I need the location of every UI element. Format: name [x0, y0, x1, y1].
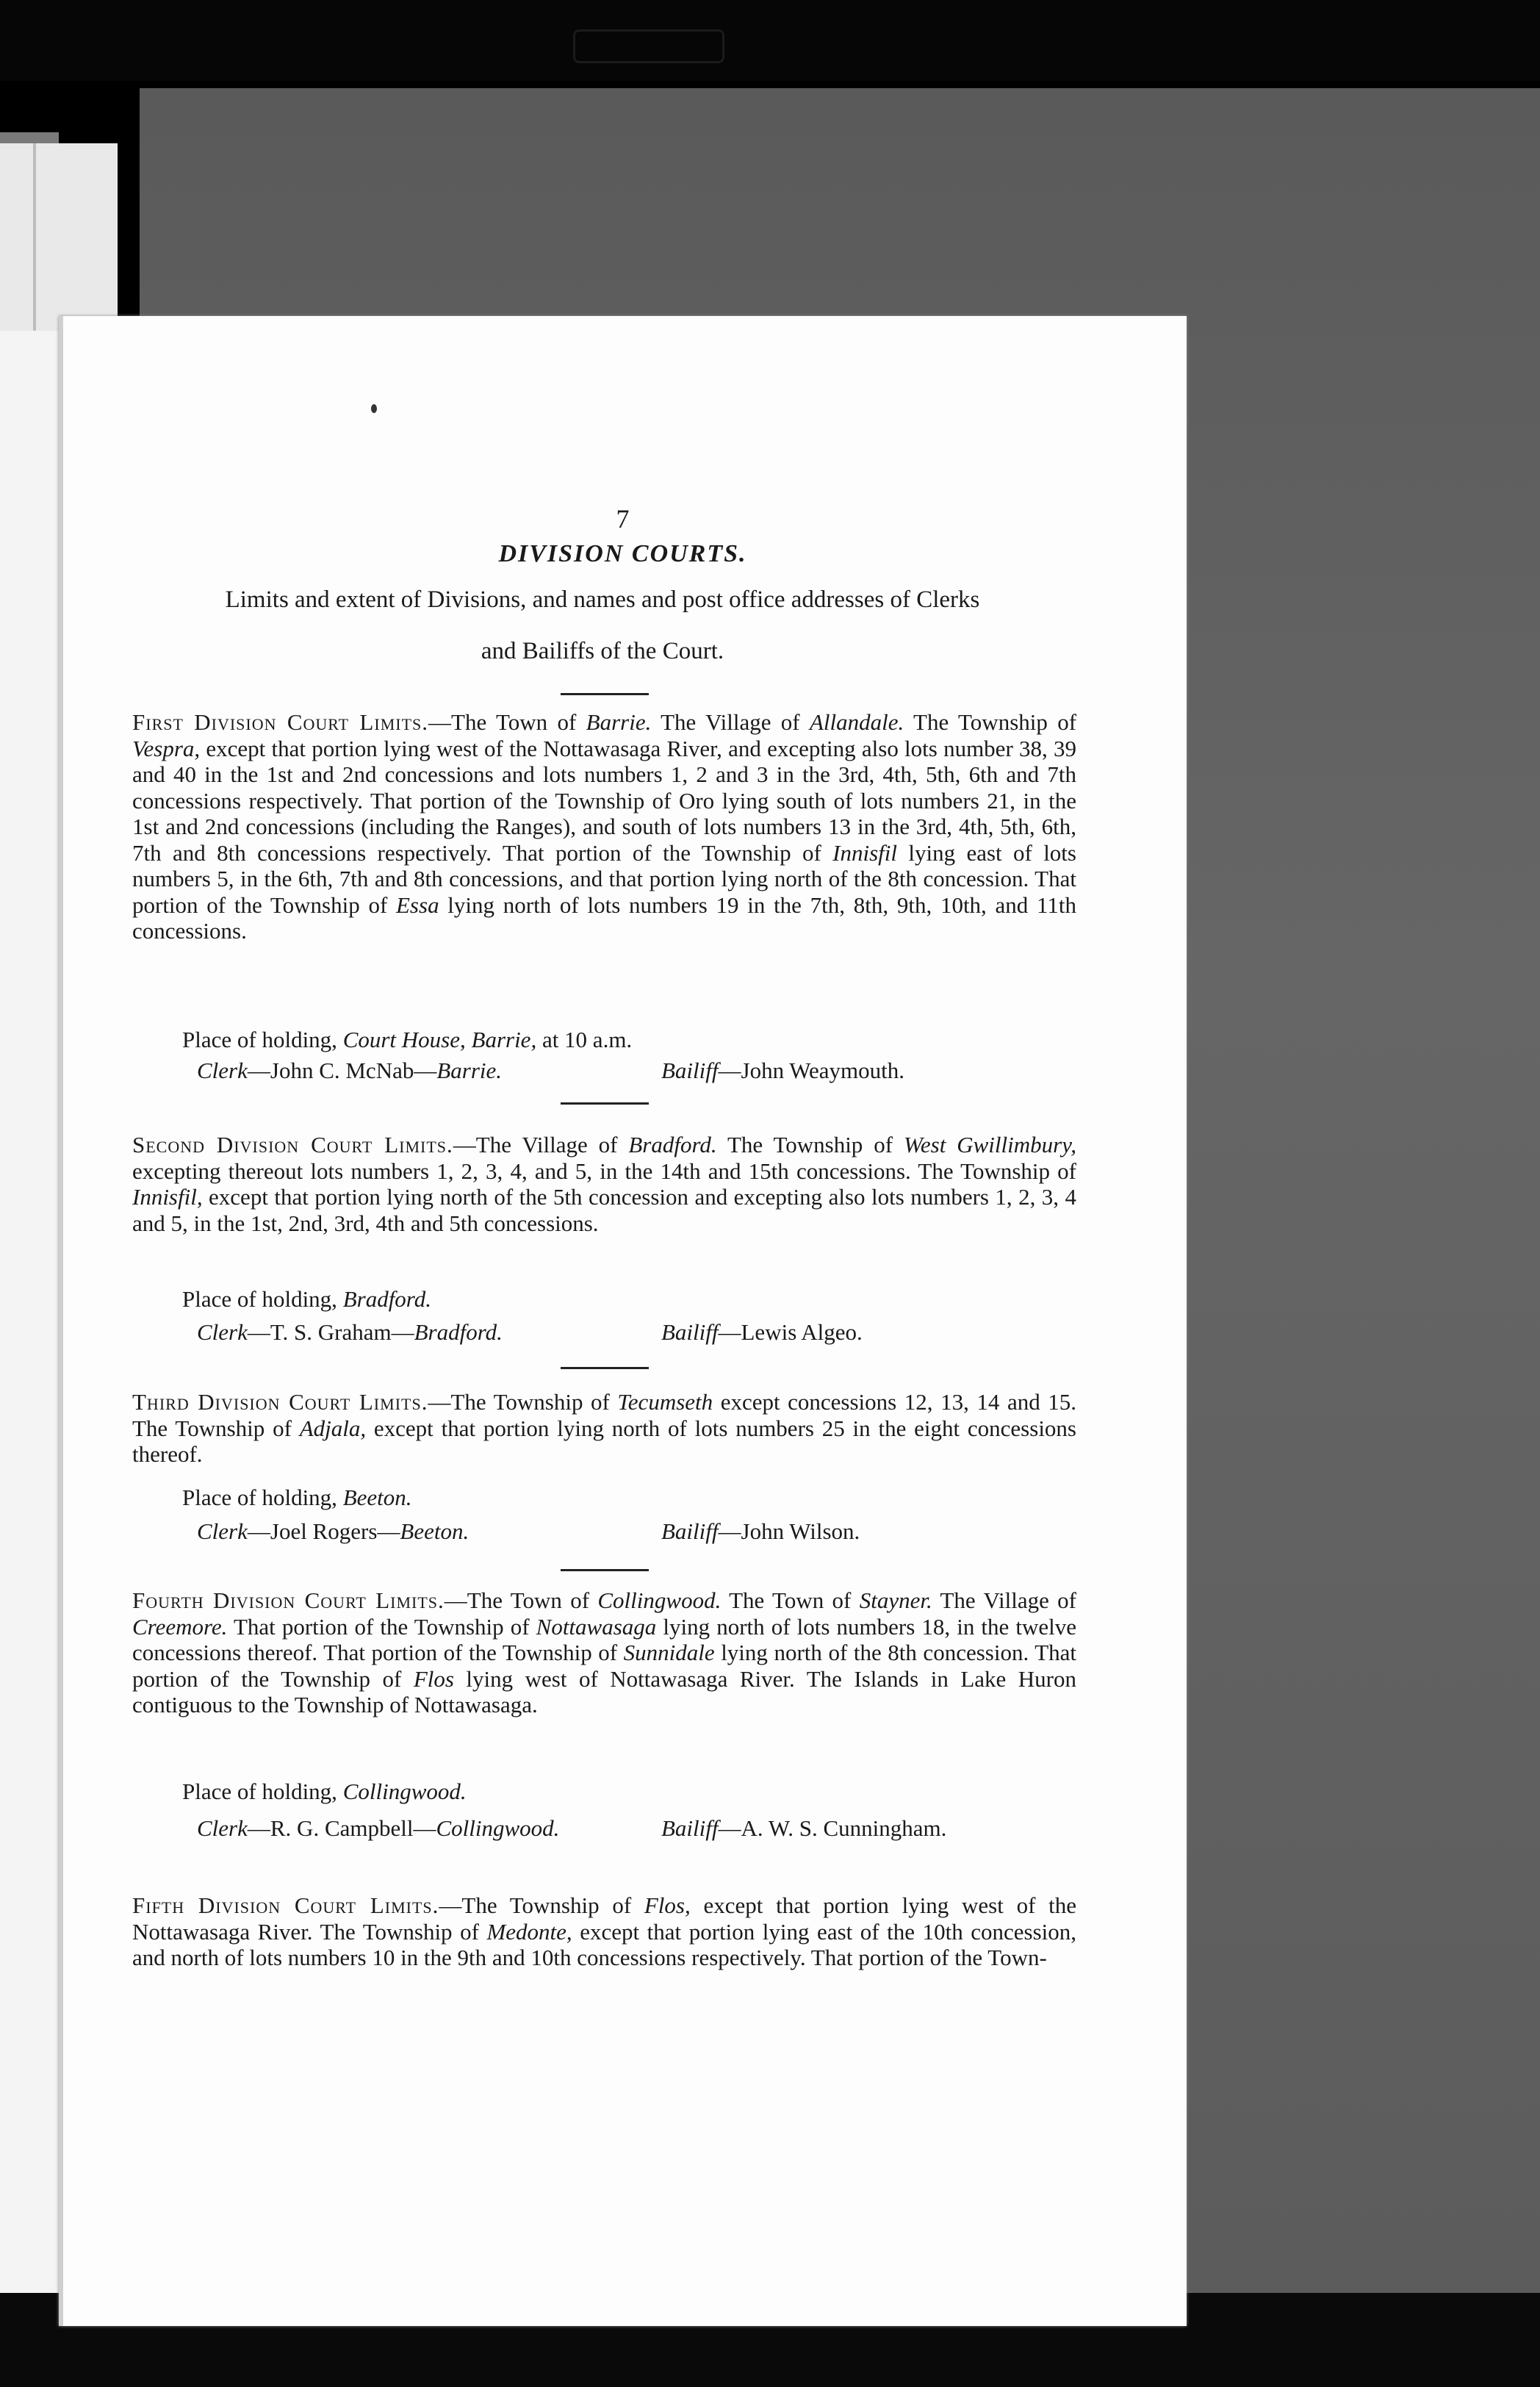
italic-text: Clerk — [197, 1518, 248, 1544]
text-run: except concessions 12, 13, 14 and 15. The Township of — [132, 1389, 1077, 1441]
division-paragraph — [132, 1132, 1076, 1236]
text-run: The Village of — [932, 1587, 1076, 1613]
division-title: Second Division Court Limits. — [132, 1132, 453, 1157]
text-run: —The Town of — [444, 1587, 598, 1613]
text-run: That portion of the Township of — [227, 1613, 536, 1640]
text-run: —John Weaymouth. — [718, 1058, 905, 1083]
text-run: The Town of — [721, 1587, 860, 1613]
italic-text: Bradford. — [414, 1319, 503, 1345]
text-run: —Joel Rogers— — [247, 1518, 400, 1544]
italic-text: Clerk — [197, 1058, 248, 1083]
place-of-holding — [182, 1485, 412, 1511]
italic-text: Bailiff — [661, 1319, 719, 1345]
text-run: lying east of lots numbers 5, in the 6th, 7th and 8th concessions, and that portion lying north of the 8th concession. That portion of the Township of — [132, 839, 1076, 918]
italic-text: Flos — [413, 1665, 454, 1692]
text-run: lying west of Nottawasaga River. The Islands in Lake Huron contiguous to the Township of Nottawasaga. — [132, 1665, 1076, 1717]
text-run: —The Township of — [428, 1389, 618, 1415]
italic-text: Beeton. — [342, 1485, 412, 1510]
text-run: Place of holding, — [182, 1286, 343, 1312]
section-divider — [561, 1367, 649, 1369]
text-run: —John Wilson. — [718, 1518, 860, 1544]
italic-text: Barrie. — [586, 709, 652, 735]
italic-text: Bailiff — [661, 1815, 719, 1841]
italic-text: West Gwillimbury, — [903, 1132, 1077, 1157]
division-paragraph — [132, 1389, 1076, 1468]
text-run: —John C. McNab— — [247, 1058, 437, 1083]
italic-text: Clerk — [197, 1319, 248, 1345]
division-title: First Division Court Limits. — [132, 709, 429, 735]
division-title: Fourth Division Court Limits. — [132, 1587, 445, 1613]
italic-text: Essa — [396, 891, 439, 918]
text-run: except that portion lying north of the 5th concession and excepting also lots numbers 1, 2, 3, 4 and 5, in the 1st, 2nd, 3rd, 4th and 5th concessions. — [132, 1184, 1076, 1236]
bailiff-line — [661, 1319, 863, 1346]
text-run: lying north of the 8th concession. That portion of the Township of — [132, 1640, 1076, 1692]
italic-text: Adjala, — [299, 1415, 367, 1441]
italic-text: Stayner. — [859, 1587, 932, 1613]
italic-text: Bradford. — [628, 1132, 717, 1157]
italic-text: Tecumseth — [617, 1389, 713, 1415]
clerk-line — [197, 1815, 559, 1842]
italic-text: Vespra, — [132, 735, 201, 761]
text-run: Place of holding, — [182, 1027, 343, 1052]
division-paragraph — [132, 709, 1076, 944]
division-title: Fifth Division Court Limits. — [132, 1892, 439, 1918]
italic-text: Bradford. — [342, 1286, 431, 1312]
clerk-line — [197, 1518, 469, 1545]
italic-text: Bailiff — [661, 1058, 719, 1083]
text-run: lying north of lots numbers 19 in the 7th, 8th, 9th, 10th, and 11th concessions. — [132, 891, 1076, 944]
italic-text: Beeton. — [400, 1518, 469, 1544]
text-run: except that portion lying west of the Nottawasaga River. The Township of — [132, 1892, 1077, 1945]
division-title: Third Division Court Limits. — [132, 1389, 428, 1415]
italic-text: Collingwood. — [436, 1815, 560, 1841]
section-divider — [561, 1102, 649, 1105]
text-run: —A. W. S. Cunningham. — [718, 1815, 947, 1841]
bailiff-line — [661, 1518, 860, 1545]
text-run: —The Village of — [453, 1132, 629, 1157]
italic-text: Innisfil, — [132, 1184, 203, 1210]
scanner-mark — [573, 29, 724, 63]
italic-text: Bailiff — [661, 1518, 719, 1544]
italic-text: Collingwood. — [342, 1778, 467, 1804]
place-of-holding — [182, 1778, 467, 1805]
text-run: Place of holding, — [182, 1485, 343, 1510]
italic-text: Clerk — [197, 1815, 248, 1841]
text-run: Place of holding, — [182, 1778, 343, 1804]
text-run: —R. G. Campbell— — [247, 1815, 436, 1841]
bailiff-line — [661, 1815, 946, 1842]
text-run: The Township of — [716, 1132, 904, 1157]
page-number: 7 — [616, 504, 630, 534]
facing-page-edge — [0, 331, 63, 2322]
text-run: —Lewis Algeo. — [718, 1319, 863, 1345]
italic-text: Barrie. — [436, 1058, 503, 1083]
scanner-top-strip — [0, 0, 1540, 81]
text-run: except that portion lying north of lots numbers 25 in the eight concessions thereof. — [132, 1415, 1076, 1467]
italic-text: Nottawasaga — [536, 1613, 657, 1640]
text-run: except that portion lying east of the 10th concession, and north of lots numbers 10 in the 9th and 10th concessions respectively. That portion of the Town- — [132, 1918, 1077, 1970]
clerk-line — [197, 1058, 502, 1084]
subtitle-line-1: Limits and extent of Divisions, and names and post office addresses of Clerks — [225, 586, 980, 613]
bailiff-line — [661, 1058, 904, 1084]
division-paragraph — [132, 1892, 1076, 1971]
section-divider — [561, 1569, 649, 1571]
text-run: The Village of — [651, 709, 810, 735]
italic-text: Court House, Barrie, — [342, 1027, 537, 1052]
italic-text: Creemore. — [132, 1613, 228, 1640]
italic-text: Medonte, — [486, 1918, 572, 1945]
section-divider — [561, 693, 649, 695]
division-paragraph — [132, 1587, 1076, 1718]
subtitle-line-2: and Bailiffs of the Court. — [481, 638, 724, 664]
italic-text: Allandale. — [809, 709, 904, 735]
text-run: except that portion lying west of the Nottawasaga River, and excepting also lots number 38, 39 and 40 in the 1st and 2nd concessions and lots numbers 1, 2 and 3 in the 3rd, 4th, 5th, 6th and 7th concessions respectively. That portion of the Township of Oro lying south of lots numbers 21, in the 1st and 2nd concessions (including the Ranges), and south of lots numbers 13 in the 3rd, 4th, 5th, 6th, 7th and 8th concessions respectively. That portion of the Township of — [132, 735, 1076, 866]
place-of-holding — [182, 1027, 632, 1053]
italic-text: Collingwood. — [597, 1587, 722, 1613]
text-run: at 10 a.m. — [536, 1027, 633, 1052]
italic-text: Sunnidale — [623, 1640, 715, 1665]
binding-tape — [0, 143, 118, 342]
text-run: lying north of lots numbers 18, in the twelve concessions thereof. That portion of the Township of — [132, 1613, 1076, 1665]
text-run: —T. S. Graham— — [247, 1319, 414, 1345]
text-run: excepting thereout lots numbers 1, 2, 3, 4, and 5, in the 14th and 15th concessions. The Township of — [132, 1157, 1076, 1184]
italic-text: Flos, — [644, 1892, 691, 1918]
text-run: The Township of — [904, 709, 1077, 735]
page-title: DIVISION COURTS. — [498, 540, 747, 567]
binding-tape-fold — [33, 143, 36, 342]
place-of-holding — [182, 1286, 431, 1313]
page-content — [59, 316, 1187, 2326]
clerk-line — [197, 1319, 503, 1346]
text-run: —The Township of — [439, 1892, 644, 1918]
text-run: —The Town of — [428, 709, 586, 735]
document-page — [59, 316, 1187, 2326]
italic-text: Innisfil — [832, 839, 897, 866]
